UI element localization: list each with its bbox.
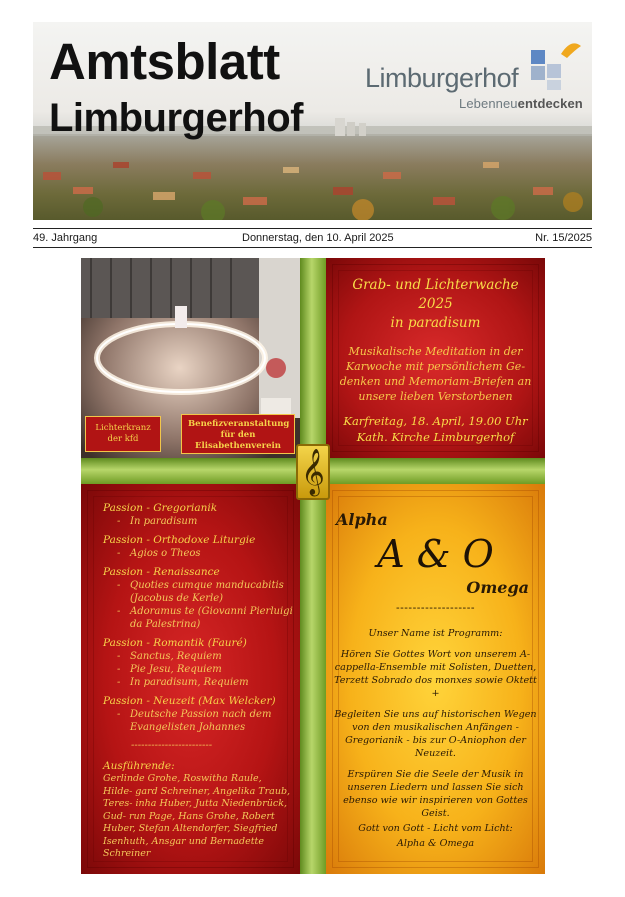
program-list	[103, 502, 293, 861]
issue-number: Nr. 15/2025	[535, 232, 592, 244]
ao-paragraph-2: Hören Sie Gottes Wort von unserem A-cappella-Ensemble mit Solisten, Duetten, Terzett Sobrado dos monxes sowie Oktett +	[334, 649, 537, 699]
logo-text-part-a: Lim	[365, 63, 408, 93]
alpha-omega-heading: A & O	[377, 532, 494, 576]
photo-tag-lichterkranz: Lichterkranz der kfd	[85, 416, 161, 452]
omega-label: Omega	[466, 578, 529, 597]
event-title-panel	[326, 258, 545, 458]
program-section-head: Passion - Neuzeit (Max Welcker)	[103, 695, 276, 707]
alpha-omega-divider: -------------------	[395, 602, 476, 614]
event-title	[334, 276, 537, 333]
event-date: Karfreitag, 18. April, 19.00 Uhr	[343, 414, 528, 428]
program-section-head: Passion - Gregorianik	[103, 502, 218, 514]
town-logo-squares-icon	[527, 40, 583, 90]
logo-tagline-part-b: entdecken	[517, 96, 583, 111]
program-item: - In paradisum	[117, 515, 293, 528]
ao-paragraph-3: Begleiten Sie uns auf historischen Wegen von den musikalischen Anfängen - Gregorianik - bis zur O-Aniophon der Neuzeit.	[334, 709, 537, 759]
program-separator: ------------------------	[131, 740, 213, 751]
green-cross-vertical	[300, 258, 326, 874]
town-logo-tagline	[459, 96, 583, 111]
photo-tag-benefiz: Benefizveranstaltung für den Elisabethenverein	[181, 414, 295, 454]
town-logo-wordmark	[365, 65, 518, 92]
program-item: - Adoramus te (Giovanni Pierluigi da Palestrina)	[117, 605, 293, 631]
issue-date: Donnerstag, den 10. April 2025	[242, 232, 394, 244]
ao-paragraph-1: Unser Name ist Programm:	[368, 628, 503, 639]
ao-paragraph-4: Erspüren Sie die Seele der Musik in unseren Liedern und lassen Sie sich ebenso wie wir inspirieren von Gottes Geist.	[343, 769, 528, 819]
alpha-omega-text	[334, 627, 537, 858]
program-panel	[81, 484, 300, 874]
event-description: Musikalische Meditation in der Karwoche mit persönlichem Ge- denken und Memoriam-Briefen an unsere lieben Verstorbenen	[339, 345, 532, 403]
volume-label: 49. Jahrgang	[33, 232, 98, 244]
event-title-line2: 2025	[418, 296, 453, 312]
event-title-line3: in paradisum	[390, 315, 481, 331]
program-section-head: Passion - Orthodoxe Liturgie	[103, 534, 256, 546]
program-item: - Pie Jesu, Requiem	[117, 663, 293, 676]
ao-paragraph-5: Gott von Gott - Licht vom Licht:	[358, 823, 513, 834]
event-date-place	[334, 413, 537, 445]
performers-list: Gerlinde Grohe, Roswitha Raule, Hilde- gard Schreiner, Angelika Traub, Teres- inha Huber, Jutta Niedenbrück, Gud- run Page, Hans Grohe, Robert Huber, Stefan Altendorfer, Siegfried Isenhuth, Ansgar und Bernadette Schreiner	[103, 773, 291, 859]
performers-heading: Ausführende:	[103, 760, 175, 772]
program-section-head: Passion - Renaissance	[103, 566, 220, 578]
logo-tagline-part-a: Lebenneu	[459, 96, 518, 111]
alpha-omega-panel	[326, 484, 545, 874]
program-item: - Quoties cumque manducabitis (Jacobus de Kerle)	[117, 579, 293, 605]
program-section-head: Passion - Romantik (Fauré)	[103, 637, 247, 649]
treble-clef-icon: 𝄞	[296, 444, 330, 500]
masthead	[33, 22, 592, 220]
issue-info-bar	[33, 228, 592, 248]
event-title-line1: Grab- und Lichterwache	[352, 277, 519, 293]
masthead-title-amtsblatt: Amtsblatt	[49, 33, 280, 90]
event-place: Kath. Kirche Limburgerhof	[356, 430, 515, 444]
candle-circle-photo	[81, 258, 300, 458]
ao-paragraph-6: Alpha & Omega	[396, 838, 475, 849]
program-item: - In paradisum, Requiem	[117, 676, 293, 689]
alpha-label: Alpha	[336, 510, 388, 529]
event-poster	[81, 258, 545, 874]
logo-text-part-b: burgerhof	[407, 63, 519, 93]
masthead-title-limburgerhof: Limburgerhof	[49, 96, 303, 140]
program-item: - Agios o Theos	[117, 547, 293, 560]
program-item: - Deutsche Passion nach dem Evangelisten Johannes	[117, 708, 293, 734]
program-item: - Sanctus, Requiem	[117, 650, 293, 663]
